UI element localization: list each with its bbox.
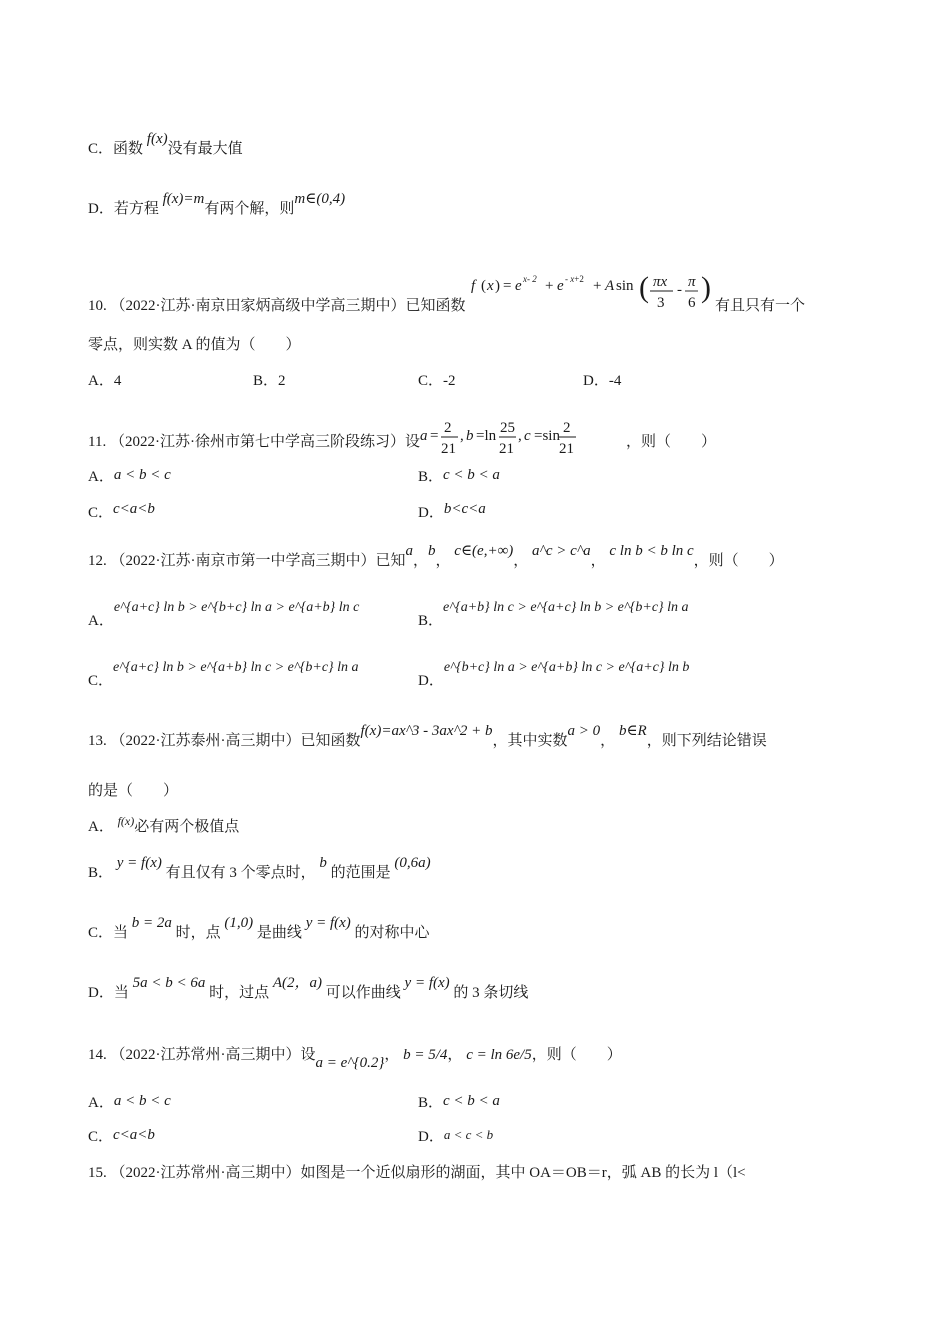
math-b-range: 5a < b < 6a bbox=[132, 975, 206, 991]
math-range: (0,6a) bbox=[394, 855, 431, 871]
question-source: （2022·江苏常州·高三期中）设 bbox=[110, 1047, 316, 1063]
q12-option-b bbox=[418, 600, 689, 633]
question-text: 有且只有一个 bbox=[715, 298, 806, 314]
question-source: （2022·江苏·徐州市第七中学高三阶段练习）设 bbox=[109, 434, 420, 450]
q12-option-d bbox=[418, 660, 690, 693]
option-text: 有两个解，则 bbox=[204, 201, 295, 217]
svg-text:a: a bbox=[419, 428, 428, 444]
q12-stem: 12. （2022·江苏·南京市第一中学高三期中）已知a，b， c∈(e,+∞)， a^c > c^a， c ln b < b ln c，则（ ） bbox=[88, 543, 784, 569]
q11-option-c bbox=[88, 502, 155, 524]
option-math: e^{b+c} ln a > e^{a+b} ln c > e^{a+c} ln b bbox=[443, 660, 690, 675]
option-text: 时，点 bbox=[175, 925, 221, 941]
svg-text:21: 21 bbox=[558, 441, 574, 457]
q11-option-a bbox=[88, 466, 171, 488]
option-text: -4 bbox=[608, 373, 622, 389]
question-text: ，则（ ） bbox=[693, 553, 784, 569]
option-text: 没有最大值 bbox=[167, 141, 243, 157]
q13-option-a bbox=[88, 816, 239, 838]
q12-option-a bbox=[88, 600, 360, 633]
option-text: 有且仅有 3 个零点时， bbox=[165, 865, 316, 881]
math-fx: f(x) bbox=[117, 814, 135, 828]
math-fx: f(x) bbox=[146, 131, 168, 147]
svg-text:+: + bbox=[545, 278, 554, 294]
math-function-q13: f(x)=ax^3 - 3ax^2 + b bbox=[360, 723, 493, 739]
question-text: ，则下列结论错误 bbox=[646, 733, 767, 749]
math-function-q10 bbox=[469, 272, 711, 318]
option-math: c < b < a bbox=[443, 1093, 500, 1109]
math-a-positive: a > 0 bbox=[567, 723, 601, 739]
q13-option-c bbox=[88, 915, 430, 944]
option-label: D． bbox=[583, 373, 609, 389]
math-c-def: c = ln 6e/5 bbox=[466, 1047, 532, 1063]
svg-text:(: ( bbox=[639, 272, 650, 304]
svg-text:,: , bbox=[517, 428, 522, 444]
svg-text:21: 21 bbox=[440, 441, 456, 457]
question-source: （2022·江苏·南京市第一中学高三期中）已知 bbox=[110, 553, 406, 569]
question-text: ，其中实数 bbox=[492, 733, 568, 749]
q14-option-a bbox=[88, 1092, 171, 1114]
option-label: B． bbox=[253, 373, 279, 389]
option-text: 时，过点 bbox=[209, 985, 270, 1001]
option-text: 2 bbox=[278, 373, 286, 389]
svg-text:πx: πx bbox=[653, 274, 668, 290]
option-label: D． bbox=[418, 505, 444, 521]
q14-option-b bbox=[418, 1092, 500, 1114]
option-text: 的对称中心 bbox=[354, 925, 430, 941]
math-c-range: c∈(e,+∞) bbox=[454, 543, 514, 559]
option-text: 若方程 bbox=[113, 201, 159, 217]
option-label: C． bbox=[88, 925, 114, 941]
svg-text:=: = bbox=[429, 428, 439, 444]
q13-stem-line2: 的是（ ） bbox=[88, 783, 179, 799]
math-y-fx: y = f(x) bbox=[305, 915, 351, 931]
q10-option-d bbox=[583, 370, 621, 392]
svg-text:x- 2: x- 2 bbox=[523, 274, 537, 284]
q10-option-c bbox=[418, 370, 456, 392]
option-text: 可以作曲线 bbox=[325, 985, 401, 1001]
svg-text:3: 3 bbox=[657, 295, 665, 311]
option-text: -2 bbox=[443, 373, 456, 389]
option-label: A． bbox=[88, 469, 114, 485]
svg-text:b: b bbox=[465, 428, 474, 444]
option-label: A． bbox=[88, 1095, 114, 1111]
option-math: e^{a+c} ln b > e^{b+c} ln a > e^{a+b} ln c bbox=[113, 600, 360, 615]
math-a: a bbox=[405, 543, 413, 559]
option-label: A． bbox=[88, 373, 114, 389]
svg-text:,: , bbox=[459, 428, 464, 444]
math-b: b bbox=[319, 855, 327, 871]
q11-stem bbox=[88, 418, 716, 458]
option-text: 必有两个极值点 bbox=[134, 819, 240, 835]
question-text: ，则（ ） bbox=[531, 1047, 622, 1063]
question-source: （2022·江苏泰州·高三期中）已知函数 bbox=[110, 733, 361, 749]
option-label: C． bbox=[418, 373, 444, 389]
svg-text:+: + bbox=[593, 278, 602, 294]
option-math: e^{a+c} ln b > e^{a+b} ln c > e^{b+c} ln a bbox=[113, 660, 359, 675]
option-label: D． bbox=[418, 673, 444, 689]
math-equation: f(x)=m bbox=[162, 191, 205, 207]
question-number: 11. bbox=[88, 434, 107, 450]
math-inequality-2: c ln b < b ln c bbox=[609, 543, 694, 559]
option-text: 是曲线 bbox=[256, 925, 302, 941]
math-a-def: a = e^{0.2} bbox=[315, 1055, 385, 1071]
question-number: 10. bbox=[88, 298, 107, 314]
option-label: C． bbox=[88, 505, 114, 521]
option-math: b<c<a bbox=[443, 501, 486, 517]
option-label: B． bbox=[418, 469, 444, 485]
math-point: (1,0) bbox=[224, 915, 254, 931]
option-text: 的范围是 bbox=[330, 865, 391, 881]
q12-option-c bbox=[88, 660, 359, 693]
math-b-eq: b = 2a bbox=[131, 915, 172, 931]
option-text: 函数 bbox=[113, 141, 144, 157]
math-point-a: A(2，a) bbox=[272, 975, 323, 991]
q13-stem: 13. （2022·江苏泰州·高三期中）已知函数f(x)=ax^3 - 3ax^2 + b，其中实数a > 0， b∈R，则下列结论错误 bbox=[88, 723, 767, 749]
option-text: 的 3 条切线 bbox=[453, 985, 529, 1001]
option-math: e^{a+b} ln c > e^{a+c} ln b > e^{b+c} ln a bbox=[443, 600, 689, 615]
q13-option-d bbox=[88, 975, 529, 1004]
svg-text:): ) bbox=[495, 278, 501, 294]
option-label: B． bbox=[88, 865, 114, 881]
svg-text:f: f bbox=[471, 278, 476, 294]
q10-stem-line2: 零点，则实数 A 的值为（ ） bbox=[88, 337, 301, 353]
question-number: 13. bbox=[88, 733, 107, 749]
svg-text:c: c bbox=[523, 428, 531, 444]
math-range: m∈(0,4) bbox=[294, 191, 346, 207]
math-b: b bbox=[428, 543, 436, 559]
question-number: 12. bbox=[88, 553, 107, 569]
question-text: （2022·江苏常州·高三期中）如图是一个近似扇形的湖面，其中 OA＝OB＝r，弧 AB 的长为 l（l< bbox=[110, 1165, 746, 1181]
q14-option-d bbox=[418, 1126, 493, 1148]
option-math: a < b < c bbox=[113, 1093, 171, 1109]
option-math: a < c < b bbox=[443, 1127, 494, 1142]
option-math: c<a<b bbox=[113, 1127, 155, 1143]
q9-option-d bbox=[88, 191, 346, 220]
svg-text:A: A bbox=[605, 278, 615, 294]
q14-stem: 14. （2022·江苏常州·高三期中）设a = e^{0.2}， b = 5/4， c = ln 6e/5，则（ ） bbox=[88, 1047, 622, 1071]
svg-text:2: 2 bbox=[562, 420, 571, 436]
option-label: D． bbox=[88, 201, 114, 217]
question-number: 15. bbox=[88, 1165, 107, 1181]
q11-option-d bbox=[418, 502, 486, 524]
option-text: 当 bbox=[113, 925, 129, 941]
option-label: A． bbox=[88, 613, 114, 629]
svg-text:2: 2 bbox=[443, 420, 452, 436]
svg-text:e: e bbox=[515, 278, 522, 294]
svg-text:e: e bbox=[557, 278, 564, 294]
option-text: 4 bbox=[113, 373, 122, 389]
option-math: c < b < a bbox=[443, 467, 500, 483]
svg-text:): ) bbox=[701, 272, 712, 304]
question-source: （2022·江苏·南京田家炳高级中学高三期中）已知函数 bbox=[110, 298, 466, 314]
option-label: A． bbox=[88, 819, 114, 835]
math-y-fx: y = f(x) bbox=[404, 975, 450, 991]
svg-text:- x+2: - x+2 bbox=[565, 274, 585, 284]
svg-text:-: - bbox=[677, 282, 683, 298]
svg-text:x: x bbox=[487, 278, 494, 294]
svg-text:π: π bbox=[688, 274, 696, 290]
math-inequality-1: a^c > c^a bbox=[532, 543, 591, 559]
option-math: c<a<b bbox=[113, 501, 155, 517]
q13-option-b bbox=[88, 855, 431, 884]
option-label: C． bbox=[88, 673, 114, 689]
option-label: C． bbox=[88, 141, 114, 157]
q10-stem bbox=[88, 272, 805, 318]
q9-option-c bbox=[88, 131, 243, 160]
q10-option-a bbox=[88, 370, 121, 392]
svg-text:=sin: =sin bbox=[533, 428, 560, 444]
option-label: C． bbox=[88, 1129, 114, 1145]
option-label: B． bbox=[418, 613, 444, 629]
option-math: a < b < c bbox=[113, 467, 171, 483]
svg-text:25: 25 bbox=[499, 420, 515, 436]
svg-text:=ln: =ln bbox=[475, 428, 497, 444]
option-label: B． bbox=[418, 1095, 444, 1111]
q10-option-b bbox=[253, 370, 286, 392]
option-label: D． bbox=[88, 985, 114, 1001]
svg-text:6: 6 bbox=[688, 295, 696, 311]
option-text: 当 bbox=[113, 985, 129, 1001]
svg-text:21: 21 bbox=[498, 441, 514, 457]
math-q11-definitions bbox=[420, 418, 626, 458]
question-number: 14. bbox=[88, 1047, 107, 1063]
svg-text:sin: sin bbox=[616, 278, 634, 294]
q11-option-b bbox=[418, 466, 500, 488]
svg-text:(: ( bbox=[481, 278, 487, 294]
svg-text:=: = bbox=[503, 278, 512, 294]
option-label: D． bbox=[418, 1129, 444, 1145]
q15-stem bbox=[88, 1162, 746, 1184]
question-text: ，则（ ） bbox=[625, 434, 716, 450]
math-b-def: b = 5/4 bbox=[403, 1047, 448, 1063]
math-y-fx: y = f(x) bbox=[116, 855, 162, 871]
q14-option-c bbox=[88, 1126, 155, 1148]
math-b-real: b∈R bbox=[618, 723, 647, 739]
